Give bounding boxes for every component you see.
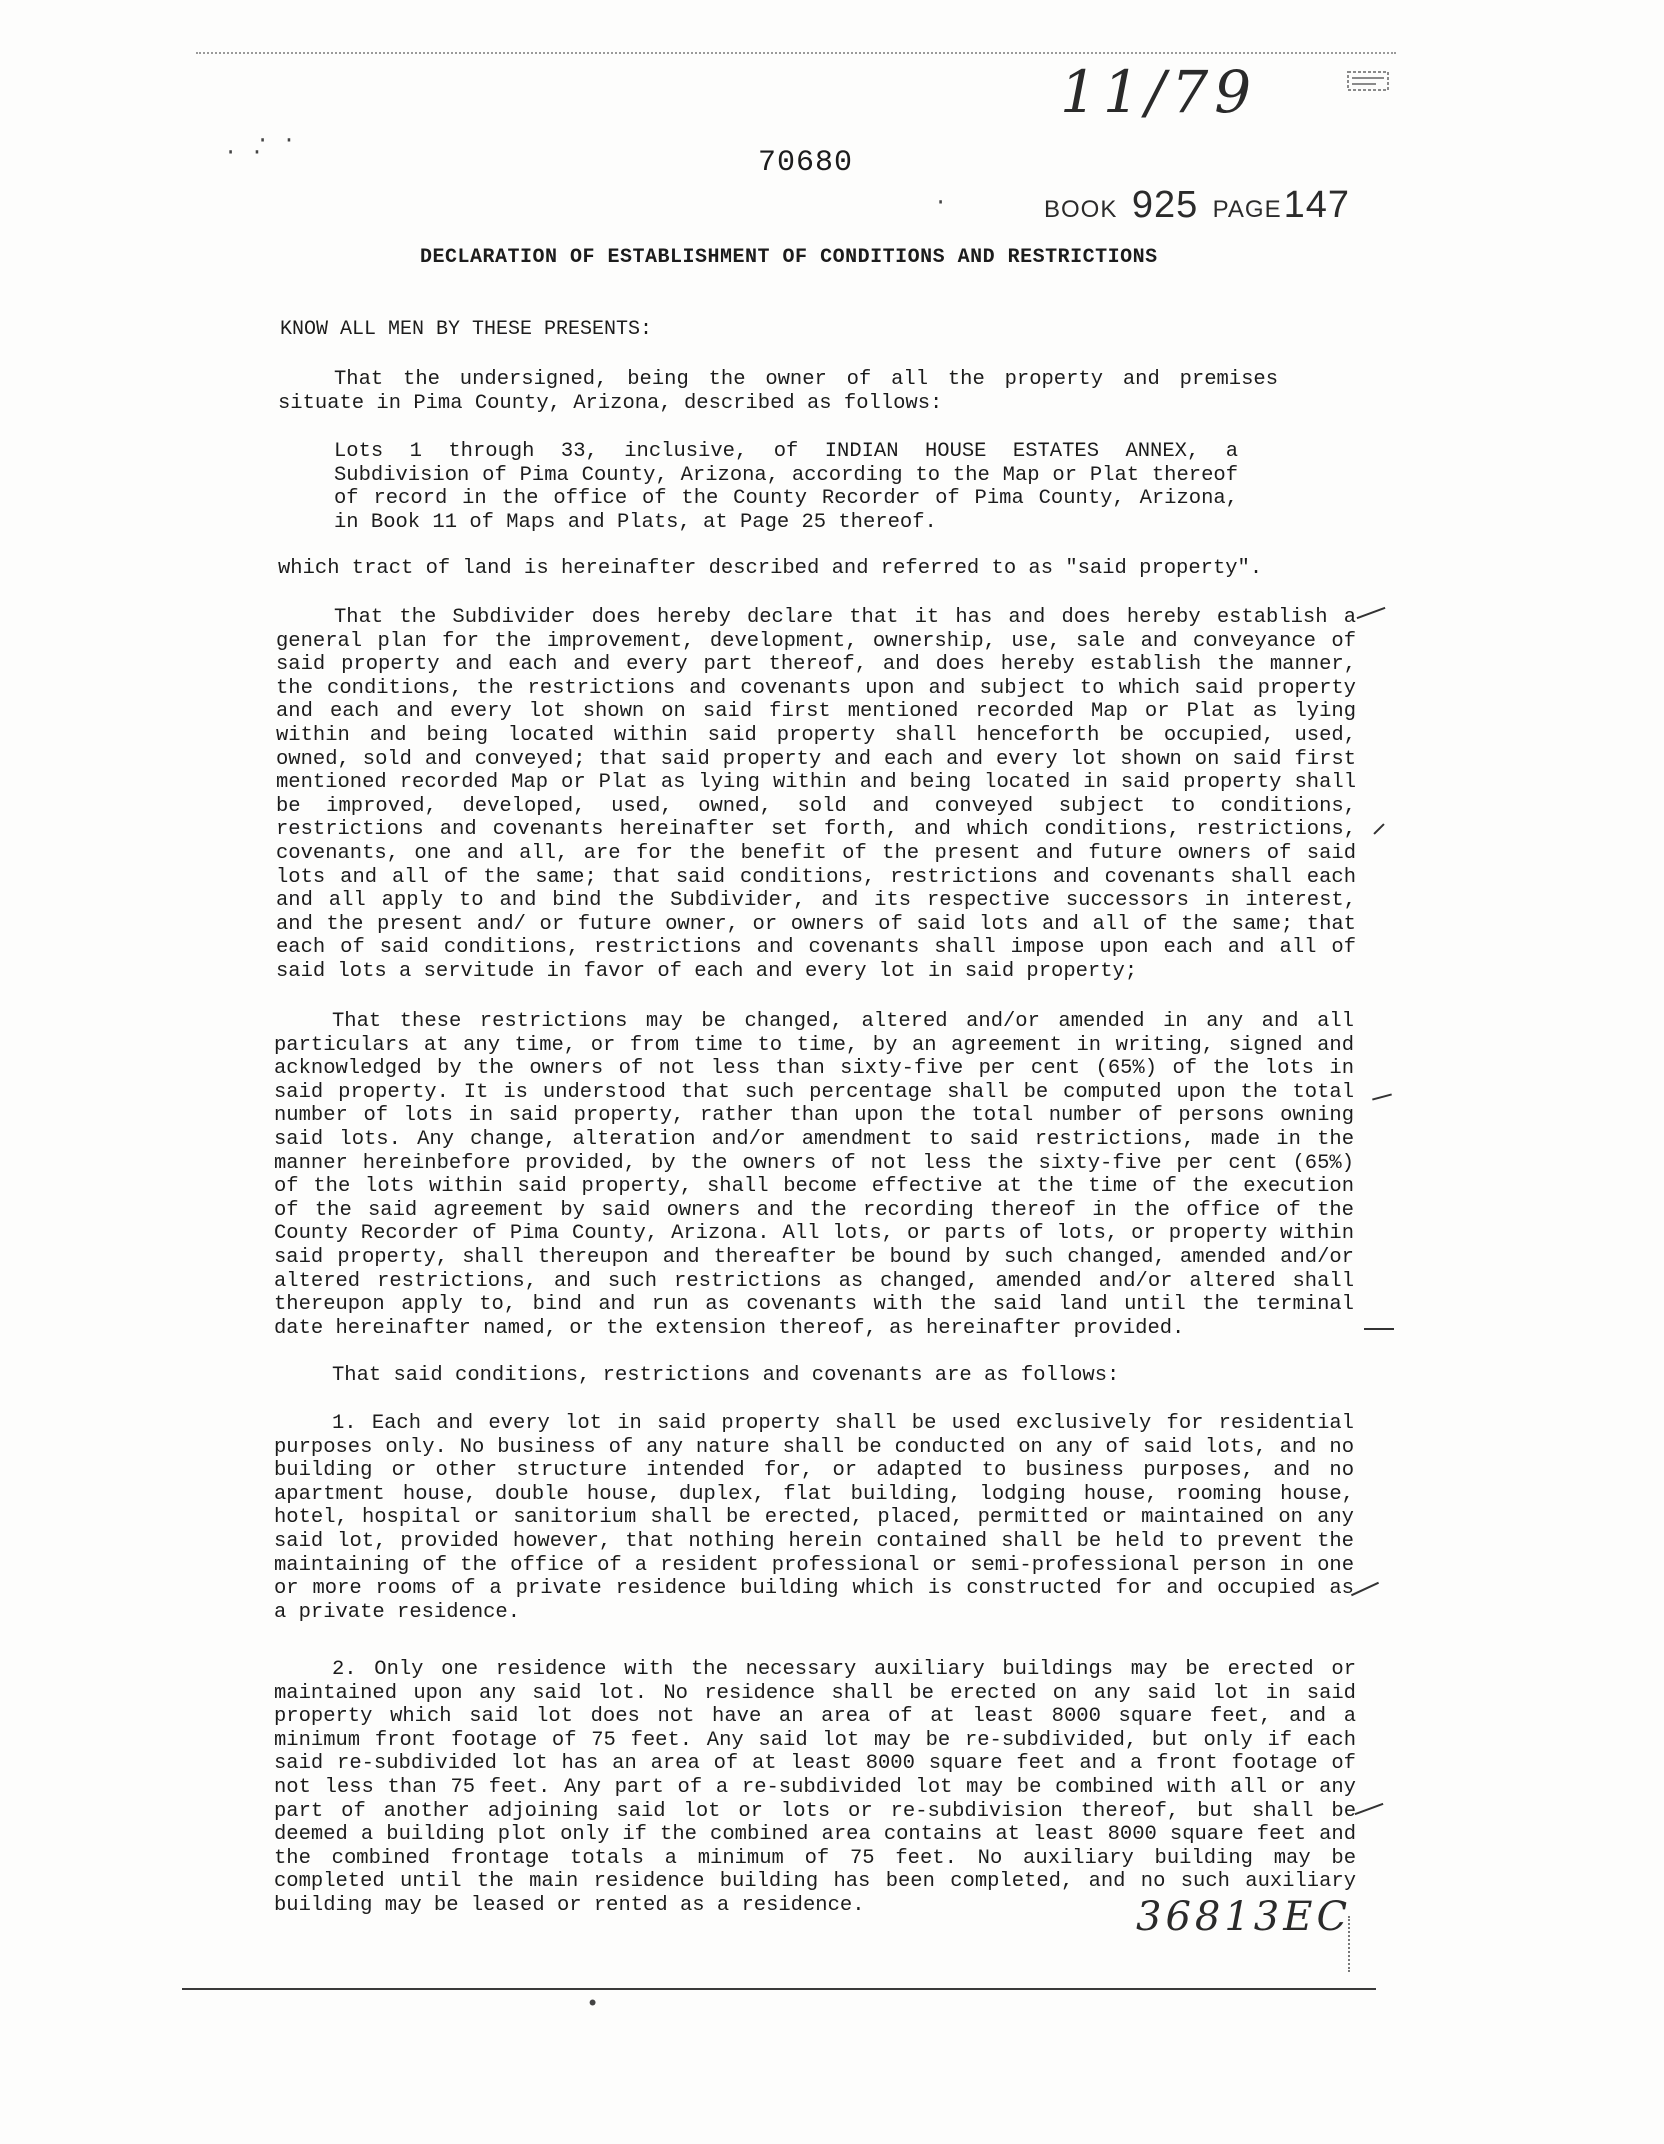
book-label: BOOK [1044, 196, 1118, 223]
amendment-paragraph: That these restrictions may be changed, altered and/or amended in any and all particulars at any time, or from time to time, by an agreement in writing, signed and acknowledged by the owners of not less than sixty-five per cent (65%) of the lots in said property. It is understood that such percentage shall be computed upon the total number of lots in said property, rather than upon the total number of persons owning said lots. Any change, alteration and/or amendment to said restrictions, made in the manner hereinbefore provided, by the owners of not less the sixty-five per cent (65%) of the lots within said property, shall become effective at the time of the execution of the said agreement by said owners and the recording thereof in the office of the County Recorder of Pima County, Arizona. All lots, or parts of lots, or property within said property, shall thereupon and thereafter be bound by such changed, amended and/or altered restrictions, and such restrictions as changed, amended and/or altered shall thereupon apply to, bind and run as covenants with the said land until the terminal date hereinafter named, or the extension thereof, as hereinafter provided. [274, 1010, 1354, 1340]
book-page-reference [1044, 184, 1360, 227]
scan-corner-mark [1348, 1916, 1364, 1972]
margin-check-mark [1351, 1582, 1379, 1596]
margin-check-mark [1357, 607, 1386, 619]
scan-speck: · · [256, 128, 296, 153]
restriction-item-2: 2. Only one residence with the necessary auxiliary buildings may be erected or maintained upon any said lot. No residence shall be erected on any said lot in said property which said lot does not have an area of at least 8000 square feet, and a minimum front footage of 75 feet. Any said lot may be re-subdivided, but only if each said re-subdivided lot has an area of at least 8000 square feet and a front footage of not less than 75 feet. Any part of a re-subdivided lot may be combined with all or any part of another adjoining said lot or lots or re-subdivision thereof, but shall be deemed a building plot only if the combined area contains at least 8000 square feet and the combined frontage totals a minimum of 75 feet. No auxiliary building may be completed until the main residence building has been completed, and no such auxiliary building may be leased or rented as a residence. [274, 1658, 1356, 1917]
page-number: 147 [1283, 184, 1350, 226]
subdivider-paragraph: That the Subdivider does hereby declare that it has and does hereby establish a general plan for the improvement, development, ownership, use, sale and conveyance of said property and each and every part thereof, and does hereby establish the manner, the conditions, the restrictions and covenants upon and subject to which said property and each and every lot shown on said first mentioned recorded Map or Plat as lying within and being located within said property shall henceforth be occupied, used, owned, sold and conveyed; that said property and each and every lot shown on said first mentioned recorded Map or Plat as lying within and being located in said property shall be improved, developed, used, owned, sold and conveyed subject to conditions, restrictions and covenants hereinafter set forth, and which conditions, restrictions, covenants, one and all, are for the benefit of the present and future owners of said lots and all of the same; that said conditions, restrictions and covenants shall each and all apply to and bind the Subdivider, and its respective successors in interest, and the present and/ or future owner, or owners of said lots and all of the same; that each of said conditions, restrictions and covenants shall impose upon each and all of said lots a servitude in favor of each and every lot in said property; [276, 606, 1356, 983]
follows-paragraph: That said conditions, restrictions and covenants are as follows: [332, 1364, 1120, 1387]
scan-speck: · · [224, 140, 264, 165]
stamp-mark [1346, 66, 1394, 96]
margin-check-mark [1372, 1093, 1392, 1100]
margin-check-mark [1355, 1803, 1384, 1815]
document-title: DECLARATION OF ESTABLISHMENT OF CONDITIONS AND RESTRICTIONS [420, 246, 1158, 269]
page-label: PAGE [1212, 196, 1282, 223]
scan-noise-top [196, 52, 1396, 54]
margin-check-mark [1373, 823, 1384, 834]
bottom-rule [182, 1988, 1376, 1990]
restriction-item-1: 1. Each and every lot in said property shall be used exclusively for residential purposes only. No business of any nature shall be conducted on any of said lots, and no building or other structure intended for, or adapted to business purposes, and no apartment house, double house, duplex, flat building, lodging house, rooming house, hotel, hospital or sanitorium shall be erected, placed, permitted or maintained on any said lot, provided however, that nothing herein contained shall be held to prevent the maintaining of the office of a resident professional or semi-professional person in one or more rooms of a private residence building which is constructed for and occupied as a private residence. [274, 1412, 1354, 1624]
document-number: 70680 [758, 146, 854, 180]
tract-paragraph: which tract of land is hereinafter described and referred to as "said property". [278, 557, 1263, 580]
scan-speck: · [934, 190, 948, 215]
legal-description: Lots 1 through 33, inclusive, of INDIAN HOUSE ESTATES ANNEX, a Subdivision of Pima County, Arizona, according to the Map or Plat thereof of record in the office of the County Recorder of Pima County, Arizona, in Book 11 of Maps and Plats, at Page 25 thereof. [334, 440, 1238, 534]
margin-check-mark [1364, 1328, 1394, 1330]
book-number: 925 [1131, 184, 1199, 226]
handwritten-date-note: 11/79 [1060, 58, 1258, 126]
scan-speck: • [586, 1992, 600, 2017]
intro-paragraph: That the undersigned, being the owner of all the property and premises situate in Pima County, Arizona, described as follows: [278, 368, 1278, 415]
handwritten-footer-code: 36813EC [1136, 1894, 1352, 1940]
salutation: KNOW ALL MEN BY THESE PRESENTS: [280, 318, 653, 341]
